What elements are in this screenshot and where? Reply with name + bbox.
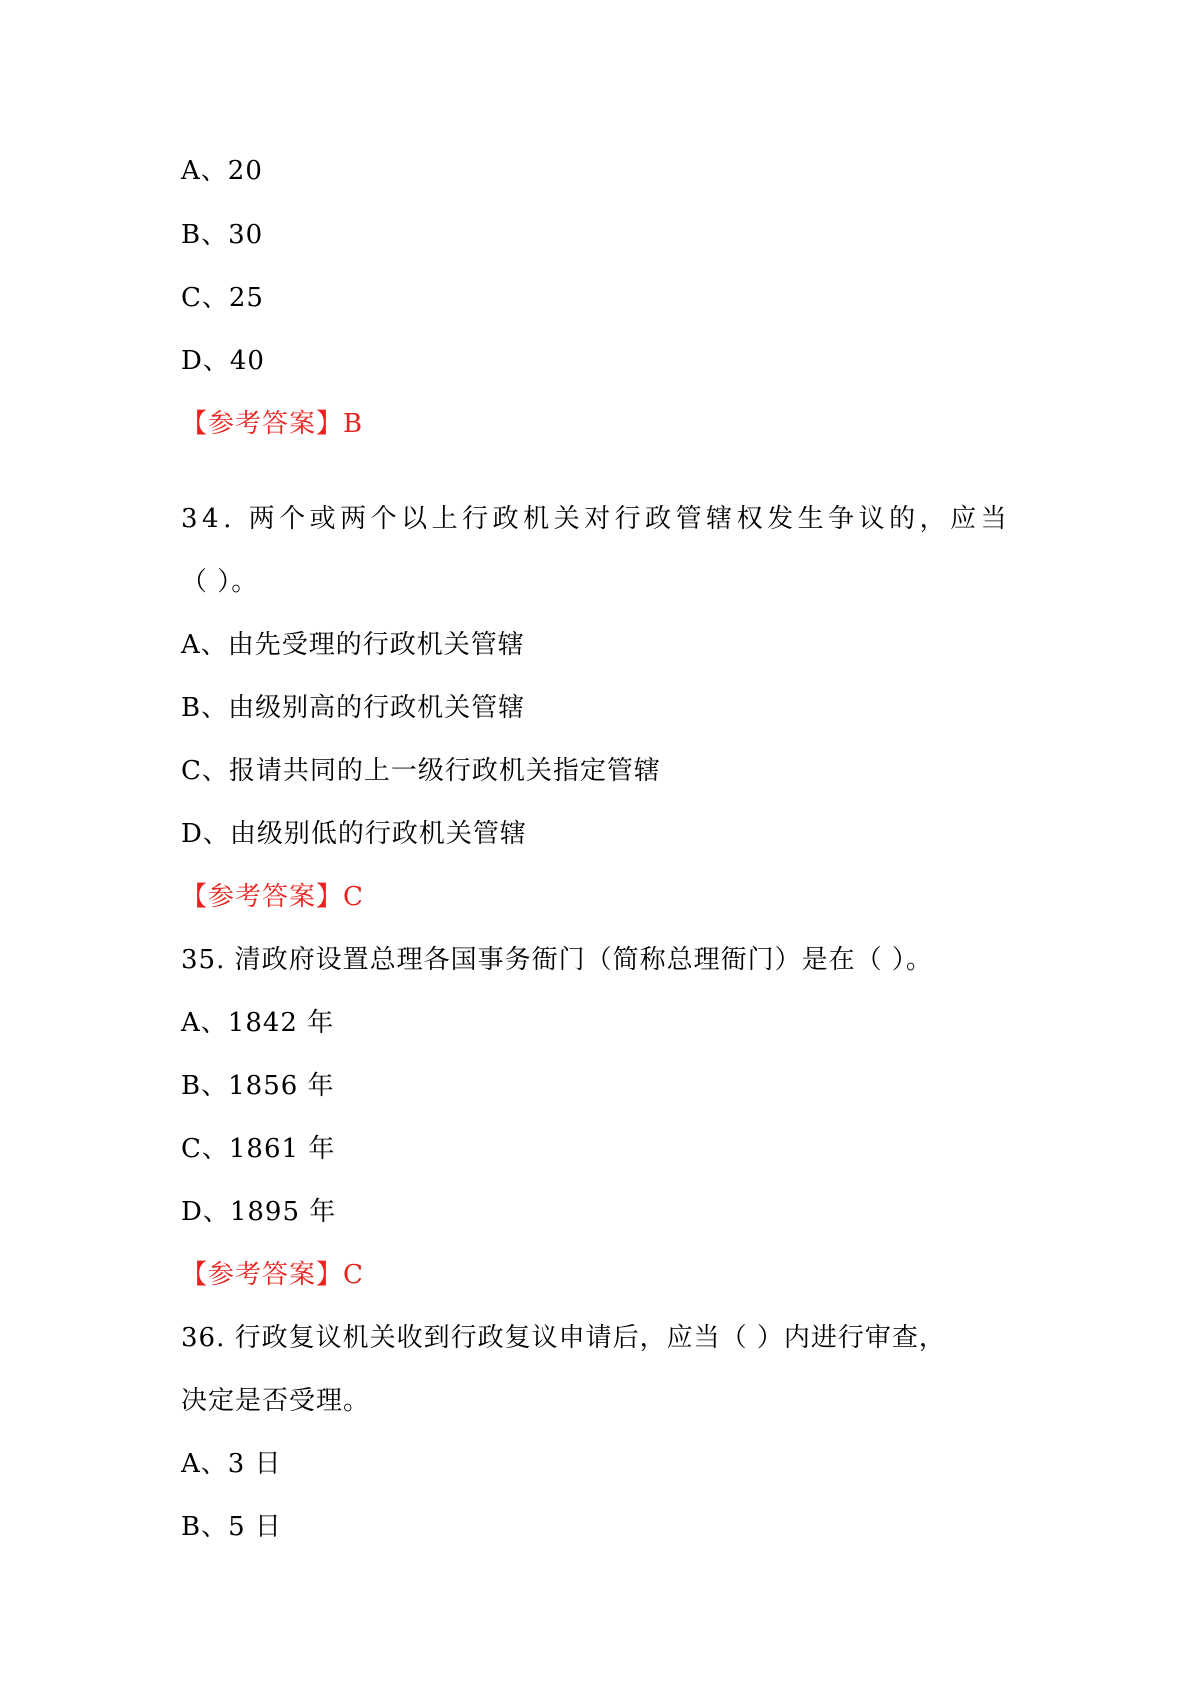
option-b: B、由级别高的行政机关管辖 (181, 693, 526, 723)
option-a: A、由先受理的行政机关管辖 (181, 630, 525, 660)
question-text: 35. 清政府设置总理各国事务衙门（简称总理衙门）是在（ ）。 (181, 945, 933, 975)
answer-label: 【参考答案】 (181, 882, 344, 912)
option-c: C、报请共同的上一级行政机关指定管辖 (181, 756, 661, 786)
answer-value: B (343, 409, 364, 439)
answer-line (181, 1258, 364, 1292)
option-c: C、1861 年 (181, 1134, 336, 1164)
option-d: D、1895 年 (181, 1197, 337, 1227)
option-c: C、25 (181, 283, 264, 313)
question-text-continued: 决定是否受理。 (181, 1386, 371, 1416)
option-b: B、30 (181, 220, 264, 250)
answer-line (181, 407, 363, 441)
question-text: 34. 两个或两个以上行政机关对行政管辖权发生争议的，应当 (181, 504, 1012, 534)
option-b: B、1856 年 (181, 1071, 335, 1101)
answer-line (181, 880, 364, 914)
option-d: D、由级别低的行政机关管辖 (181, 819, 527, 849)
answer-value: C (343, 1260, 364, 1290)
option-a: A、20 (181, 156, 263, 186)
option-b: B、5 日 (181, 1512, 282, 1542)
question-text: 36. 行政复议机关收到行政复议申请后，应当（ ）内进行审查， (181, 1323, 946, 1353)
option-a: A、3 日 (181, 1449, 282, 1479)
option-a: A、1842 年 (181, 1008, 335, 1038)
question-text-continued: （ ）。 (181, 567, 259, 597)
answer-label: 【参考答案】 (181, 409, 344, 439)
answer-label: 【参考答案】 (181, 1260, 344, 1290)
option-d: D、40 (181, 346, 265, 376)
answer-value: C (343, 882, 364, 912)
